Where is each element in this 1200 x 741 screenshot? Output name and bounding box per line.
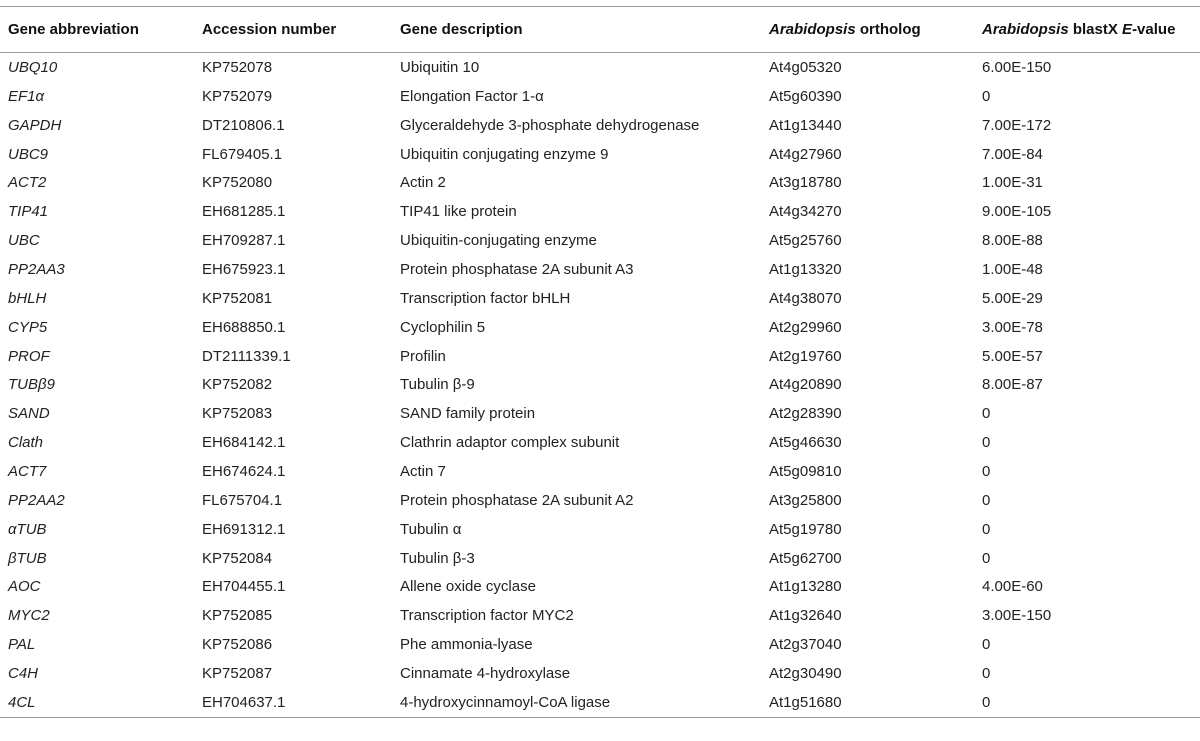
table-row <box>0 399 1200 428</box>
header-gene-description: Gene description <box>392 7 761 53</box>
cell-accession-number: KP752080 <box>202 174 273 192</box>
cell-gene-abbreviation: βTUB <box>8 549 47 567</box>
cell-arabidopsis-ortholog: At2g19760 <box>769 347 842 365</box>
table-row <box>0 313 1200 342</box>
cell-gene-abbreviation: 4CL <box>0 688 194 717</box>
cell-arabidopsis-ortholog: At4g38070 <box>769 289 842 307</box>
cell-gene-description: Allene oxide cyclase <box>400 578 536 596</box>
cell-accession-number: FL675704.1 <box>202 491 283 509</box>
cell-gene-description: Tubulin β-9 <box>400 376 475 394</box>
cell-gene-description: Glyceraldehyde 3-phosphate dehydrogenase <box>400 116 700 134</box>
table-row <box>0 572 1200 601</box>
table-row <box>0 284 1200 313</box>
cell-blastx-evalue: 0 <box>974 688 1200 717</box>
cell-arabidopsis-ortholog: At1g51680 <box>761 688 974 717</box>
header-blast-italic-e: E <box>1122 21 1133 38</box>
cell-accession-number: DT2111339.1 <box>202 347 291 365</box>
cell-gene-abbreviation: Clath <box>8 434 44 452</box>
cell-arabidopsis-ortholog: At1g13280 <box>769 578 842 596</box>
cell-arabidopsis-ortholog: At3g18780 <box>769 174 842 192</box>
cell-gene-description: 4-hydroxycinnamoyl-CoA ligase <box>392 688 761 717</box>
table-row <box>0 515 1200 544</box>
cell-accession-number: DT210806.1 <box>202 116 285 134</box>
table-row <box>0 111 1200 140</box>
cell-blastx-evalue: 0 <box>982 549 991 567</box>
cell-arabidopsis-ortholog: At2g29960 <box>769 318 842 336</box>
cell-arabidopsis-ortholog: At1g13320 <box>769 260 842 278</box>
cell-accession-number: KP752079 <box>202 87 273 105</box>
cell-gene-abbreviation: PP2AA2 <box>8 491 65 509</box>
cell-blastx-evalue: 0 <box>982 664 991 682</box>
cell-gene-abbreviation: CYP5 <box>8 318 48 336</box>
cell-gene-description: Tubulin β-3 <box>400 549 475 567</box>
cell-blastx-evalue: 3.00E-150 <box>982 607 1052 625</box>
cell-gene-description: Cinnamate 4-hydroxylase <box>400 664 571 682</box>
cell-gene-abbreviation: PP2AA3 <box>8 260 65 278</box>
cell-blastx-evalue: 0 <box>982 462 991 480</box>
cell-gene-description: Ubiquitin conjugating enzyme 9 <box>400 145 609 163</box>
cell-gene-description: Actin 7 <box>400 462 446 480</box>
cell-blastx-evalue: 5.00E-57 <box>982 347 1043 365</box>
table-row <box>0 544 1200 573</box>
cell-arabidopsis-ortholog: At4g20890 <box>769 376 842 394</box>
cell-accession-number: KP752085 <box>202 607 273 625</box>
table-row <box>0 168 1200 197</box>
cell-arabidopsis-ortholog: At3g25800 <box>769 491 842 509</box>
cell-gene-abbreviation: PROF <box>8 347 50 365</box>
cell-accession-number: KP752081 <box>202 289 273 307</box>
cell-accession-number: EH704637.1 <box>194 688 392 717</box>
cell-gene-description: Ubiquitin-conjugating enzyme <box>400 232 597 250</box>
cell-accession-number: EH684142.1 <box>202 434 286 452</box>
cell-blastx-evalue: 0 <box>982 87 991 105</box>
cell-arabidopsis-ortholog: At2g30490 <box>769 664 842 682</box>
table-row <box>0 197 1200 226</box>
cell-gene-abbreviation: SAND <box>8 405 50 423</box>
cell-gene-abbreviation: PAL <box>8 636 36 654</box>
cell-gene-abbreviation: AOC <box>8 578 41 596</box>
cell-gene-abbreviation: UBC9 <box>8 145 49 163</box>
cell-blastx-evalue: 0 <box>982 405 991 423</box>
cell-gene-description: Profilin <box>400 347 446 365</box>
cell-gene-abbreviation: UBQ10 <box>8 58 58 76</box>
header-blast-italic-species: Arabidopsis <box>982 21 1069 38</box>
gene-table-container <box>0 7 1200 718</box>
cell-blastx-evalue: 0 <box>982 520 991 538</box>
cell-arabidopsis-ortholog: At2g37040 <box>769 636 842 654</box>
cell-arabidopsis-ortholog: At5g25760 <box>769 232 842 250</box>
cell-gene-abbreviation: ACT7 <box>8 462 47 480</box>
cell-gene-description: Clathrin adaptor complex subunit <box>400 434 620 452</box>
table-row <box>0 630 1200 659</box>
cell-arabidopsis-ortholog: At4g34270 <box>769 203 842 221</box>
header-blastx-evalue <box>974 7 1200 53</box>
cell-gene-abbreviation: GAPDH <box>8 116 62 134</box>
cell-accession-number: EH681285.1 <box>202 203 286 221</box>
cell-blastx-evalue: 3.00E-78 <box>982 318 1043 336</box>
cell-gene-description: Transcription factor MYC2 <box>400 607 574 625</box>
cell-gene-abbreviation: TUBβ9 <box>8 376 55 394</box>
cell-arabidopsis-ortholog: At5g46630 <box>769 434 842 452</box>
cell-accession-number: KP752082 <box>202 376 273 394</box>
cell-gene-abbreviation: EF1α <box>8 87 45 105</box>
header-ortholog-rest: ortholog <box>855 21 921 38</box>
table-row <box>0 140 1200 169</box>
cell-gene-description: Actin 2 <box>400 174 446 192</box>
cell-blastx-evalue: 8.00E-88 <box>982 232 1043 250</box>
cell-blastx-evalue: 8.00E-87 <box>982 376 1043 394</box>
table-row <box>0 342 1200 371</box>
cell-gene-description: Elongation Factor 1-α <box>400 87 544 105</box>
cell-gene-description: Ubiquitin 10 <box>400 58 480 76</box>
table-row <box>0 82 1200 111</box>
cell-arabidopsis-ortholog: At5g62700 <box>769 549 842 567</box>
cell-gene-abbreviation: bHLH <box>8 289 47 307</box>
cell-blastx-evalue: 5.00E-29 <box>982 289 1043 307</box>
cell-blastx-evalue: 6.00E-150 <box>982 58 1052 76</box>
table-row <box>0 255 1200 284</box>
cell-arabidopsis-ortholog: At5g19780 <box>769 520 842 538</box>
cell-gene-abbreviation: C4H <box>8 664 39 682</box>
header-ortholog-italic: Arabidopsis <box>769 21 856 38</box>
cell-blastx-evalue: 7.00E-84 <box>982 145 1043 163</box>
table-row <box>0 428 1200 457</box>
cell-accession-number: KP752084 <box>202 549 273 567</box>
cell-gene-description: SAND family protein <box>400 405 536 423</box>
cell-arabidopsis-ortholog: At5g09810 <box>769 462 842 480</box>
cell-gene-description: Protein phosphatase 2A subunit A2 <box>400 491 634 509</box>
cell-gene-description: Tubulin α <box>400 520 462 538</box>
cell-accession-number: KP752087 <box>202 664 273 682</box>
cell-arabidopsis-ortholog: At1g32640 <box>769 607 842 625</box>
table-row <box>0 53 1200 82</box>
header-blast-mid: blastX <box>1068 21 1123 38</box>
cell-gene-abbreviation: αTUB <box>8 520 47 538</box>
cell-blastx-evalue: 1.00E-48 <box>982 260 1043 278</box>
cell-accession-number: EH675923.1 <box>202 260 286 278</box>
cell-arabidopsis-ortholog: At4g27960 <box>769 145 842 163</box>
table-row <box>0 457 1200 486</box>
table-header <box>0 7 1200 53</box>
table-row <box>0 370 1200 399</box>
cell-arabidopsis-ortholog: At4g05320 <box>769 58 842 76</box>
cell-gene-abbreviation: MYC2 <box>8 607 50 625</box>
header-row <box>0 7 1200 53</box>
cell-gene-description: Phe ammonia-lyase <box>400 636 533 654</box>
cell-gene-description: TIP41 like protein <box>400 203 517 221</box>
header-gene-abbreviation: Gene abbreviation <box>0 7 194 53</box>
header-blast-rest: -value <box>1132 21 1176 38</box>
cell-accession-number: EH704455.1 <box>202 578 286 596</box>
table-row <box>0 601 1200 630</box>
cell-gene-abbreviation: UBC <box>8 232 40 250</box>
table-row <box>0 659 1200 688</box>
cell-blastx-evalue: 0 <box>982 636 991 654</box>
cell-blastx-evalue: 0 <box>982 434 991 452</box>
cell-gene-description: Transcription factor bHLH <box>400 289 571 307</box>
cell-accession-number: KP752078 <box>202 58 273 76</box>
cell-arabidopsis-ortholog: At5g60390 <box>769 87 842 105</box>
cell-arabidopsis-ortholog: At2g28390 <box>769 405 842 423</box>
cell-accession-number: EH674624.1 <box>202 462 286 480</box>
cell-gene-abbreviation: TIP41 <box>8 203 49 221</box>
cell-accession-number: KP752083 <box>202 405 273 423</box>
cell-accession-number: EH691312.1 <box>202 520 286 538</box>
table-row <box>0 486 1200 515</box>
cell-accession-number: EH688850.1 <box>202 318 286 336</box>
cell-gene-description: Cyclophilin 5 <box>400 318 486 336</box>
cell-blastx-evalue: 0 <box>982 491 991 509</box>
cell-arabidopsis-ortholog: At1g13440 <box>769 116 842 134</box>
gene-table <box>0 7 1200 718</box>
cell-accession-number: EH709287.1 <box>202 232 286 250</box>
cell-gene-abbreviation: ACT2 <box>8 174 47 192</box>
header-arabidopsis-ortholog <box>761 7 974 53</box>
table-body <box>0 53 1200 718</box>
cell-blastx-evalue: 7.00E-172 <box>982 116 1052 134</box>
cell-blastx-evalue: 4.00E-60 <box>982 578 1043 596</box>
header-accession-number: Accession number <box>194 7 392 53</box>
table-row <box>0 688 1200 717</box>
cell-accession-number: KP752086 <box>202 636 273 654</box>
cell-blastx-evalue: 1.00E-31 <box>982 174 1043 192</box>
cell-gene-description: Protein phosphatase 2A subunit A3 <box>400 260 634 278</box>
cell-accession-number: FL679405.1 <box>202 145 283 163</box>
cell-blastx-evalue: 9.00E-105 <box>982 203 1052 221</box>
table-row <box>0 226 1200 255</box>
